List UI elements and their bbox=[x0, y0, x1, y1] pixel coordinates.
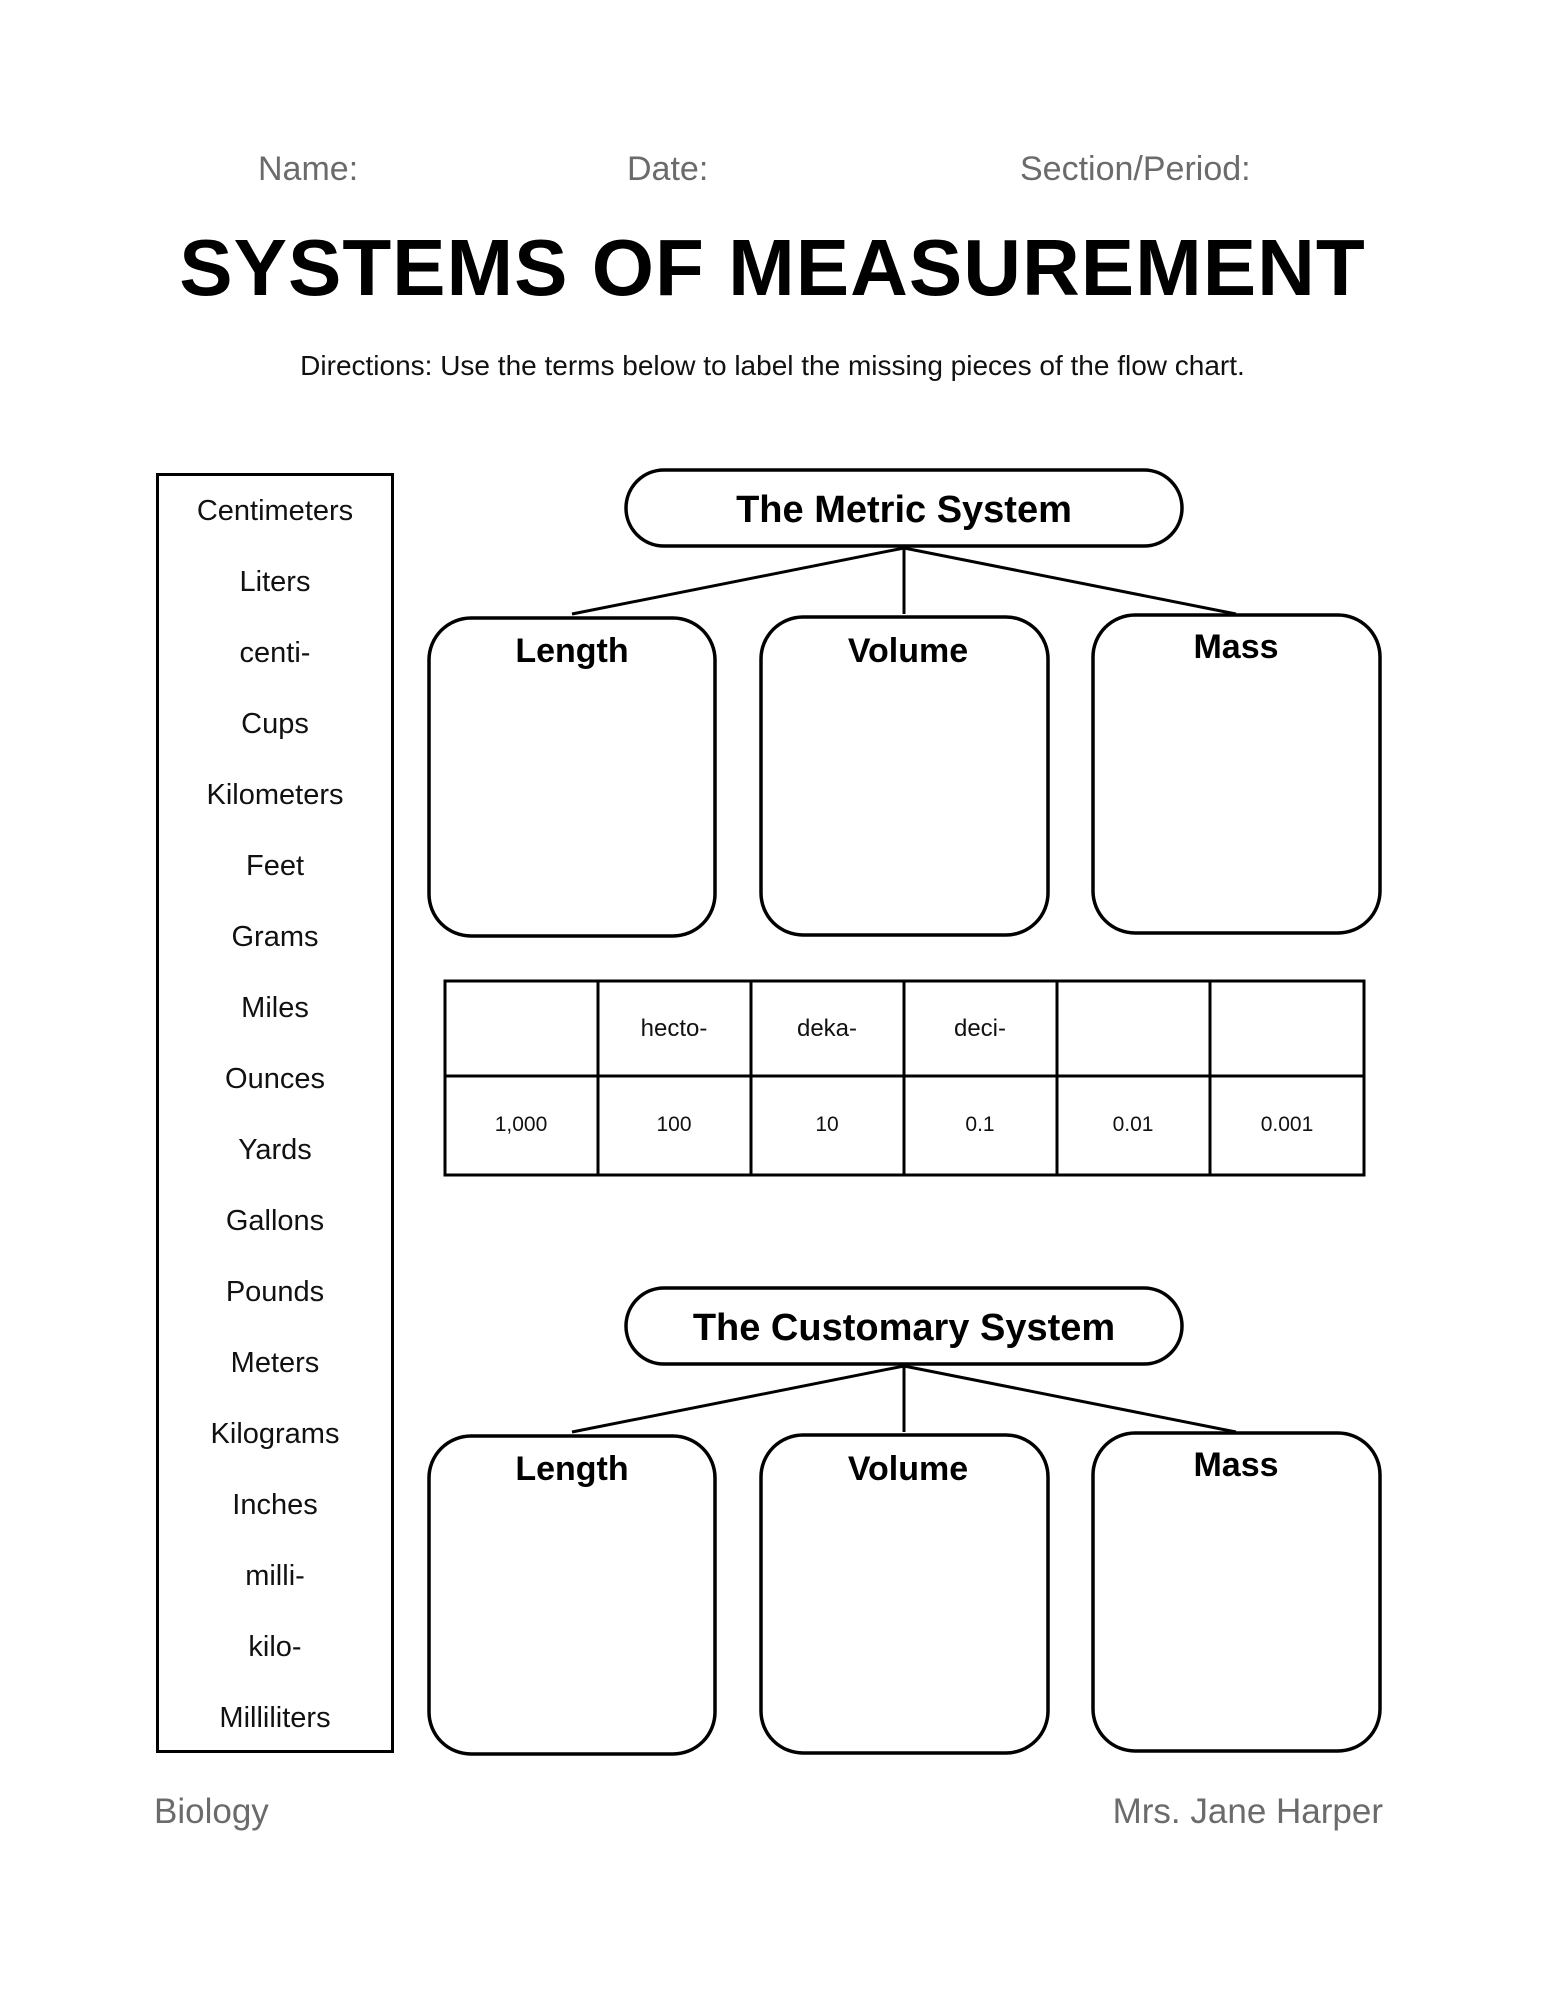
footer-subject: Biology bbox=[154, 1792, 269, 1831]
value-cell: 0.001 bbox=[1260, 1113, 1314, 1136]
customary-system-title: The Customary System bbox=[692, 1307, 1116, 1349]
word-bank-item: Kilometers bbox=[206, 779, 344, 811]
word-bank-item: Inches bbox=[232, 1489, 318, 1521]
page-title: SYSTEMS OF MEASUREMENT bbox=[179, 223, 1366, 312]
word-bank-item: Centimeters bbox=[196, 495, 354, 527]
metric-system-title: The Metric System bbox=[736, 489, 1072, 531]
value-cell: 1,000 bbox=[494, 1113, 548, 1136]
section-period-label: Section/Period: bbox=[1020, 150, 1251, 188]
word-bank-item: Feet bbox=[245, 850, 305, 882]
footer-teacher: Mrs. Jane Harper bbox=[1112, 1792, 1383, 1831]
customary-connector-length bbox=[572, 1366, 904, 1432]
word-bank-item: Milliliters bbox=[219, 1702, 331, 1734]
prefix-cell-deci: deci- bbox=[953, 1015, 1007, 1042]
metric-length-label: Length bbox=[515, 632, 629, 670]
prefix-cell-deka: deka- bbox=[796, 1015, 858, 1042]
word-bank-item: Pounds bbox=[225, 1276, 325, 1308]
metric-volume-label: Volume bbox=[847, 632, 969, 670]
word-bank-item: Miles bbox=[241, 992, 309, 1024]
word-bank-item: Gallons bbox=[225, 1205, 325, 1237]
value-cell: 0.1 bbox=[965, 1113, 995, 1136]
word-bank-item: kilo- bbox=[248, 1631, 302, 1663]
value-cell: 100 bbox=[656, 1113, 692, 1136]
prefix-cell-hecto: hecto- bbox=[640, 1015, 708, 1042]
customary-mass-label: Mass bbox=[1193, 1446, 1279, 1484]
word-bank-item: Liters bbox=[239, 566, 311, 598]
value-cell: 10 bbox=[815, 1113, 839, 1136]
word-bank-item: milli- bbox=[245, 1560, 305, 1592]
directions-text: Directions: Use the terms below to label the missing pieces of the flow chart. bbox=[300, 350, 1245, 381]
prefix-table bbox=[445, 981, 1364, 1175]
customary-volume-label: Volume bbox=[847, 1450, 969, 1488]
word-bank-item: Grams bbox=[231, 921, 319, 953]
word-bank-item: centi- bbox=[239, 637, 311, 669]
word-bank-item: Kilograms bbox=[210, 1418, 340, 1450]
word-bank-item: Meters bbox=[230, 1347, 320, 1379]
customary-length-label: Length bbox=[515, 1450, 629, 1488]
value-cell: 0.01 bbox=[1112, 1113, 1154, 1136]
metric-connector-mass bbox=[904, 548, 1236, 614]
word-bank-item: Ounces bbox=[225, 1063, 325, 1095]
word-bank-item: Cups bbox=[241, 708, 309, 740]
name-label: Name: bbox=[258, 150, 359, 188]
metric-connector-length bbox=[572, 548, 904, 614]
metric-mass-label: Mass bbox=[1193, 628, 1279, 666]
date-label: Date: bbox=[627, 150, 709, 188]
word-bank-item: Yards bbox=[238, 1134, 312, 1166]
customary-connector-mass bbox=[904, 1366, 1236, 1432]
